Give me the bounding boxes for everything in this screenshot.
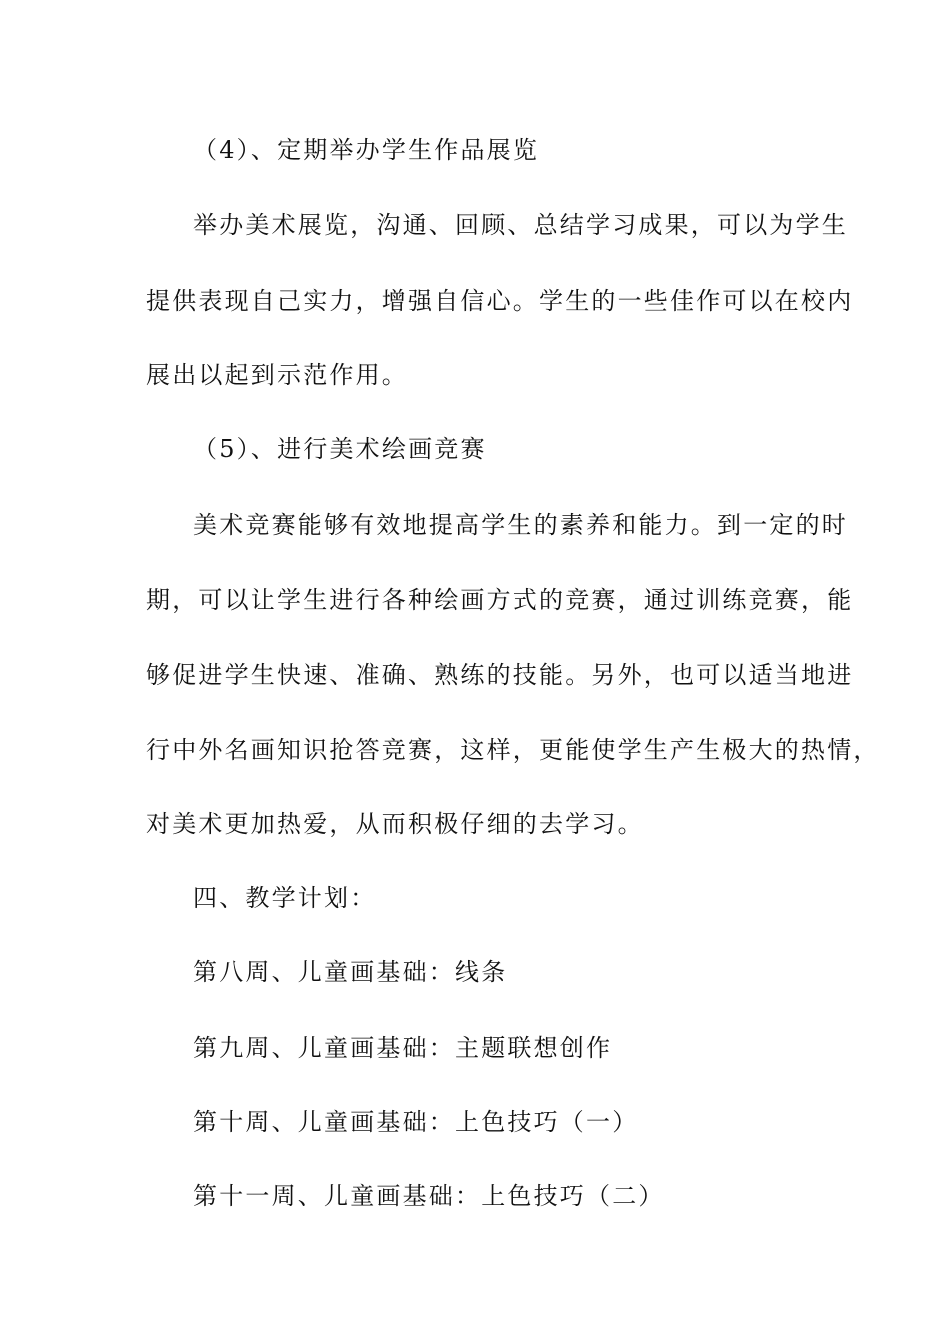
plan-item-week-8: 第八周、儿童画基础：线条 xyxy=(193,958,508,986)
plan-item-week-9: 第九周、儿童画基础：主题联想创作 xyxy=(193,1034,613,1062)
paragraph-line: 行中外名画知识抢答竞赛，这样，更能使学生产生极大的热情， xyxy=(146,736,880,764)
plan-item-week-10: 第十周、儿童画基础：上色技巧（一） xyxy=(193,1108,639,1136)
paragraph-line: 举办美术展览，沟通、回顾、总结学习成果，可以为学生 xyxy=(193,211,848,239)
paragraph-line: 提供表现自己实力，增强自信心。学生的一些佳作可以在校内 xyxy=(146,287,854,315)
paragraph-line: 对美术更加热爱，从而积极仔细的去学习。 xyxy=(146,810,644,838)
paragraph-line: 期，可以让学生进行各种绘画方式的竞赛，通过训练竞赛，能 xyxy=(146,586,854,614)
section-heading-competition: （5）、进行美术绘画竞赛 xyxy=(193,435,487,463)
paragraph-line: 够促进学生快速、准确、熟练的技能。另外，也可以适当地进 xyxy=(146,661,854,689)
plan-item-week-11: 第十一周、儿童画基础：上色技巧（二） xyxy=(193,1182,665,1210)
section-heading-teaching-plan: 四、教学计划： xyxy=(193,884,377,912)
section-heading-exhibition: （4）、定期举办学生作品展览 xyxy=(193,136,540,164)
paragraph-line: 展出以起到示范作用。 xyxy=(146,361,408,389)
paragraph-line: 美术竞赛能够有效地提高学生的素养和能力。到一定的时 xyxy=(193,511,848,539)
